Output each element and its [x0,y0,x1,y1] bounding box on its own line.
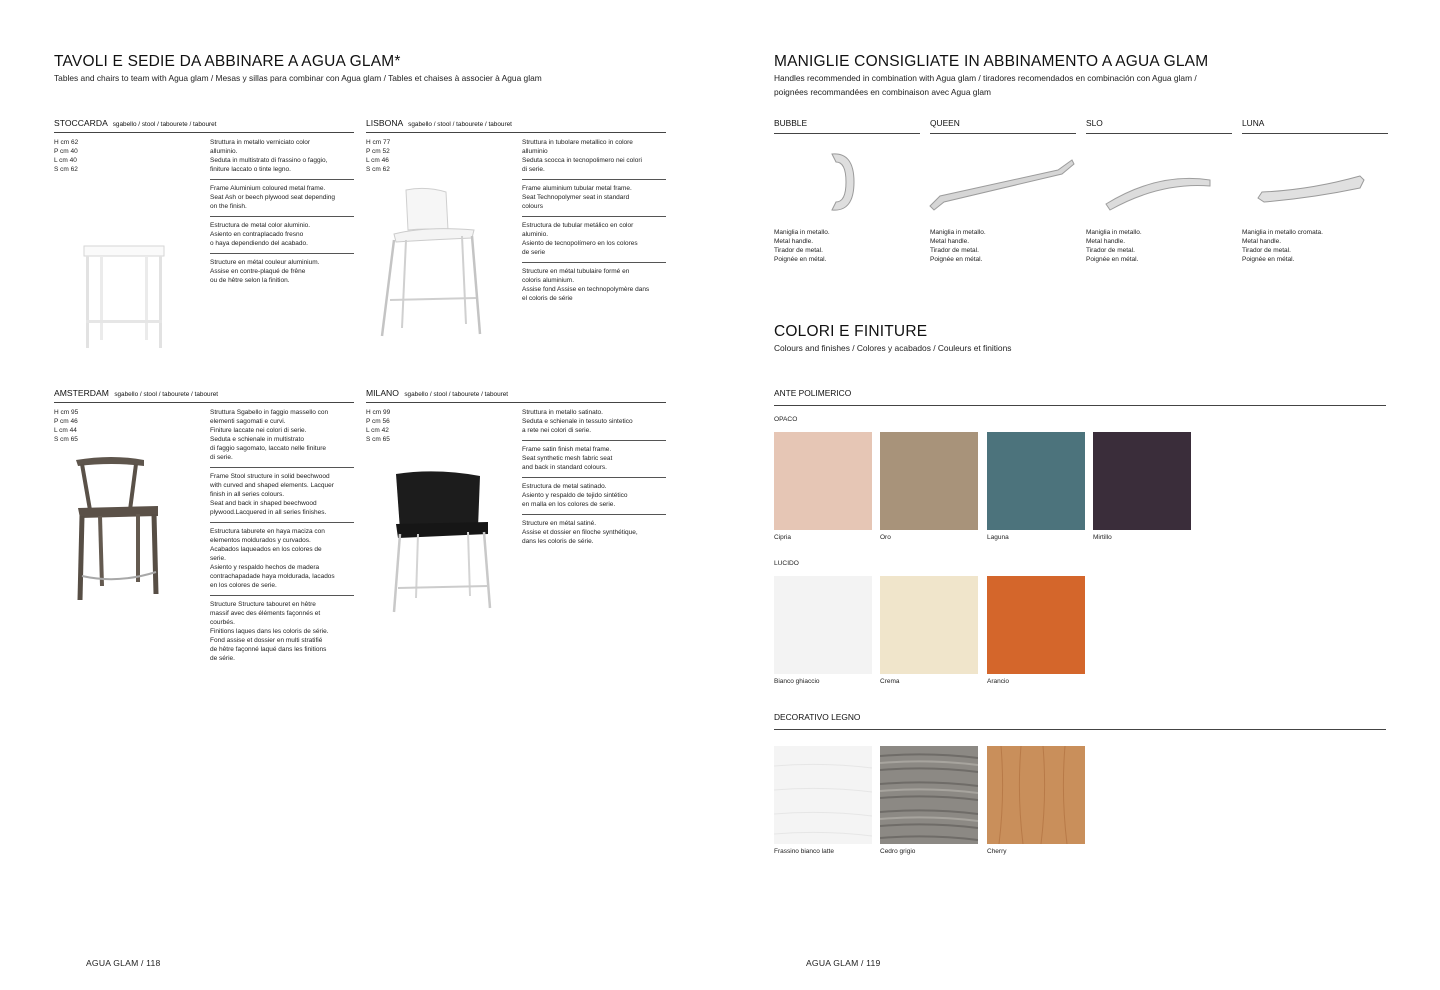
swatch-label-cipria: Cipria [774,534,791,541]
wood-grain-texture [987,746,1085,844]
amsterdam-stool-image [72,454,164,604]
description-es: Estructura de tubular metálico en color aluminio. Asiento de tecnopolímero en los colores de serie [522,221,666,263]
product-type: sgabello / stool / tabourete / tabouret [112,121,217,128]
dimension-height: H cm 77 [366,139,391,146]
wood-grain-texture [880,746,978,844]
description-fr: Structure en métal couleur aluminium. Assise en contre-plaqué de frêne ou de hêtre selon la finition. [210,259,320,284]
right-page-subtitle-line-2: poignées recommandées en combinaison avec Agua glam [774,87,991,97]
handle-description-bubble: Maniglia in metallo. Metal handle. Tirador de metal. Poignée en métal. [774,229,830,263]
swatch-frassino-bianco-latte [774,746,872,844]
handle-title-slo: SLO [1086,118,1232,134]
dimension-length: L cm 40 [54,157,77,164]
product-dimensions [54,408,78,444]
right-page-footer: AGUA GLAM / 119 [806,958,881,968]
lisbona-stool-image [376,184,488,340]
description-fr: Structure Structure tabouret en hêtre massif avec des éléments façonnés et courbés. Finitions laques dans les coloris de série. Fond assise et dossier en multi stratifié de hêtre façonné laqué dans les finitions de série. [210,601,329,662]
handle-title-bubble: BUBBLE [774,118,920,134]
product-description-amsterdam [210,408,354,672]
description-en: Frame aluminium tubular metal frame. Seat Technopolymer seat in standard colours [522,184,666,217]
dimension-seat: S cm 65 [366,436,390,443]
handle-description-queen: Maniglia in metallo. Metal handle. Tirador de metal. Poignée en métal. [930,229,986,263]
colors-title: COLORI E FINITURE [774,323,928,340]
dimension-seat: S cm 65 [54,436,78,443]
swatch-label-laguna: Laguna [987,534,1009,541]
queen-handle-image [928,156,1078,212]
product-name: STOCCARDA [54,118,108,128]
slo-handle-image [1104,170,1214,212]
handle-title-luna: LUNA [1242,118,1388,134]
description-it: Struttura Sgabello in faggio massello con elementi sagomati e curvi. Finiture laccate nei colori di serie. Seduta e schienale in multistrato di faggio sagomato, laccato nelle finiture di serie. [210,408,354,468]
swatch-bianco-ghiaccio [774,576,872,674]
dimension-length: L cm 46 [366,157,389,164]
swatch-label-crema: Crema [880,678,900,685]
product-dimensions [366,408,390,444]
description-it: Struttura in metallo satinato. Seduta e schienale in tessuto sintetico a rete nei colori di serie. [522,408,666,441]
description-fr: Structure en métal tubulaire formé en coloris aluminium. Assise fond Assise en technopolymère dans el coloris de série [522,268,650,302]
right-page-title: MANIGLIE CONSIGLIATE IN ABBINAMENTO A AGUA GLAM [774,53,1209,70]
product-dimensions [54,138,78,174]
stoccarda-stool-image [78,242,170,354]
swatch-label-mirtillo: Mirtillo [1093,534,1112,541]
bubble-handle-image [824,150,860,214]
swatch-oro [880,432,978,530]
swatch-label-arancio: Arancio [987,678,1010,685]
left-page-subtitle: Tables and chairs to team with Agua glam / Mesas y sillas para combinar con Agua glam / Tables et chaises à associer à Agua glam [54,73,542,83]
swatch-laguna [987,432,1085,530]
product-description-milano [522,408,666,555]
group-label-lucido: LUCIDO [774,560,799,567]
left-page-footer: AGUA GLAM / 118 [86,958,161,968]
colors-subtitle: Colours and finishes / Colores y acabados / Couleurs et finitions [774,343,1012,353]
description-en: Frame satin finish metal frame. Seat synthetic mesh fabric seat and back in standard colours. [522,445,666,478]
swatch-label-oro: Oro [880,534,891,541]
description-en: Frame Stool structure in solid beechwood with curved and shaped elements. Lacquer finish in all series colours. Seat and back in shaped beechwood plywood.Lacquered in all series finishes. [210,472,354,523]
dimension-height: H cm 62 [54,139,79,146]
description-es: Estructura taburete en haya maciza con elementos moldurados y curvados. Acabados laqueados en los colores de serie. Asiento y respaldo hechos de madera contrachapadade haya moldurada, lacados en los colores de serie. [210,527,354,596]
product-type: sgabello / stool / tabourete / tabouret [404,391,509,398]
dimension-depth: P cm 52 [366,148,390,155]
dimension-seat: S cm 62 [366,166,390,173]
product-description-lisbona [522,138,666,312]
product-name: MILANO [366,388,399,398]
description-es: Estructura de metal satinado. Asiento y respaldo de tejido sintético en malla en los colores de serie. [522,482,666,515]
right-page-subtitle-line-1: Handles recommended in combination with Agua glam / tiradores recomendados en combinación con Agua glam / [774,73,1197,83]
swatch-cherry [987,746,1085,844]
milano-stool-image [390,468,494,614]
handle-description-luna: Maniglia in metallo cromata. Metal handle. Tirador de metal. Poignée en métal. [1242,229,1323,263]
handle-description-slo: Maniglia in metallo. Metal handle. Tirador de metal. Poignée en métal. [1086,229,1142,263]
description-it: Struttura in tubolare metallico in colore alluminio Seduta scocca in tecnopolimero nei colori di serie. [522,138,666,180]
dimension-depth: P cm 40 [54,148,78,155]
luna-handle-image [1256,172,1366,208]
product-name: LISBONA [366,118,403,128]
product-title-stoccarda [54,118,354,133]
product-title-lisbona [366,118,666,133]
product-type: sgabello / stool / tabourete / tabouret [408,121,512,128]
dimension-height: H cm 95 [54,409,79,416]
description-es: Estructura de metal color aluminio. Asiento en contraplacado fresno o haya dependiendo del acabado. [210,221,354,254]
swatch-crema [880,576,978,674]
dimension-seat: S cm 62 [54,166,78,173]
swatch-mirtillo [1093,432,1191,530]
product-description-stoccarda [210,138,354,294]
product-name: AMSTERDAM [54,388,109,398]
section-decorativo-legno: DECORATIVO LEGNO [774,712,1386,730]
swatch-label-bianco-ghiaccio: Bianco ghiaccio [774,678,820,685]
dimension-length: L cm 42 [366,427,389,434]
dimension-height: H cm 99 [366,409,391,416]
left-page-title: TAVOLI E SEDIE DA ABBINARE A AGUA GLAM* [54,53,401,70]
product-dimensions [366,138,390,174]
description-it: Struttura in metallo verniciato color alluminio. Seduta in multistrato di frassino o faggio, finiture laccato o tinte legno. [210,138,354,180]
handle-title-queen: QUEEN [930,118,1076,134]
section-ante-polimerico: ANTE POLIMERICO [774,388,1386,406]
wood-grain-texture [774,746,872,844]
dimension-length: L cm 44 [54,427,77,434]
product-title-amsterdam [54,388,354,403]
group-label-opaco: OPACO [774,416,798,423]
swatch-label-frassino-bianco-latte: Frassino bianco latte [774,848,834,855]
swatch-label-cedro-grigio: Cedro grigio [880,848,916,855]
product-title-milano [366,388,666,403]
description-en: Frame Aluminium coloured metal frame. Seat Ash or beech plywood seat depending on the finish. [210,184,354,217]
swatch-cedro-grigio [880,746,978,844]
swatch-cipria [774,432,872,530]
description-fr: Structure en métal satiné. Assise et dossier en filoche synthétique, dans les coloris de série. [522,520,638,545]
dimension-depth: P cm 46 [54,418,78,425]
swatch-arancio [987,576,1085,674]
swatch-label-cherry: Cherry [987,848,1007,855]
product-type: sgabello / stool / tabourete / tabouret [114,391,219,398]
dimension-depth: P cm 56 [366,418,390,425]
